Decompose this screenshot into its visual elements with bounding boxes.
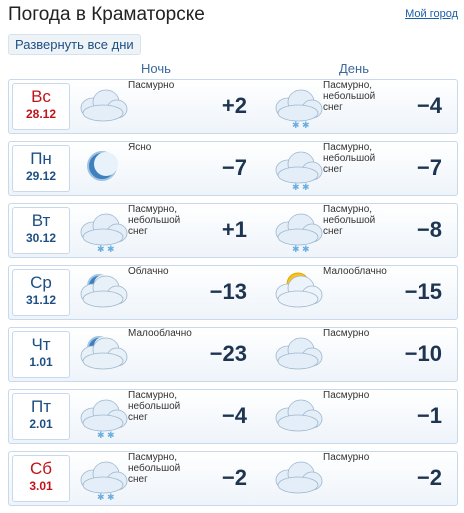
svg-text:✱: ✱ [107,431,115,440]
night-temperature: −7 [221,155,247,180]
day-of-week: Ср [30,273,52,292]
cloudy-snow-icon [268,206,326,254]
day-of-week: Вт [31,211,51,230]
widget-header [0,0,464,32]
night-description: Пасмурно, небольшой снег [128,204,181,237]
day-of-week: Пн [30,149,52,168]
my-city-link[interactable]: Мой город [405,8,458,20]
cloudy-snow-icon [73,454,131,502]
cloudy-icon [268,330,326,378]
night-temperature: +1 [221,217,247,242]
night-description: Пасмурно, небольшой снег [128,452,181,485]
svg-text:✱: ✱ [107,245,115,254]
svg-text:✱: ✱ [302,121,310,130]
night-description: Пасмурно, небольшой снег [128,390,181,423]
column-headers [0,61,464,79]
cloudy-icon [268,454,326,502]
date-box [12,455,70,502]
night-description: Облачно [128,266,169,277]
night-description: Пасмурно [128,80,175,91]
cloudy-snow-icon [268,144,326,192]
day-column-header: День [339,61,369,76]
day-temperature: −1 [416,403,442,428]
day-of-week: Сб [29,459,52,478]
date-label: 30.12 [25,231,57,245]
cloudy-icon [268,392,326,440]
date-label: 2.01 [29,417,53,431]
moon-cloudy-icon [73,330,131,378]
day-temperature: −4 [416,93,442,118]
day-description: Пасмурно [323,452,370,463]
day-temperature: −8 [416,217,442,242]
forecast-row[interactable] [8,327,458,382]
forecast-row[interactable] [8,203,458,258]
night-temperature: −4 [221,403,247,428]
day-description: Пасмурно [323,390,370,401]
night-temperature: −2 [221,465,247,490]
cloudy-snow-icon [73,206,131,254]
day-temperature: −15 [404,279,442,304]
svg-text:✱: ✱ [302,183,310,192]
page-title: Погода в Краматорске [8,4,205,25]
date-box [12,83,70,130]
day-temperature: −10 [404,341,442,366]
svg-text:✱: ✱ [292,245,300,254]
svg-text:✱: ✱ [97,431,105,440]
day-temperature: −7 [416,155,442,180]
forecast-row[interactable] [8,265,458,320]
moon-cloudy-icon [73,268,131,316]
date-box [12,331,70,378]
cloudy-snow-icon [73,392,131,440]
date-label: 29.12 [25,169,57,183]
date-box [12,207,70,254]
date-box [12,269,70,316]
svg-text:✱: ✱ [97,245,105,254]
date-box [12,145,70,192]
night-column-header: Ночь [141,61,171,76]
svg-text:✱: ✱ [292,183,300,192]
day-temperature: −2 [416,465,442,490]
cloudy-snow-icon [268,82,326,130]
svg-text:✱: ✱ [107,493,115,502]
svg-text:✱: ✱ [292,121,300,130]
date-label: 28.12 [25,107,57,121]
cloudy-icon [73,82,131,130]
forecast-list [8,79,458,513]
sun-cloud-icon [268,268,326,316]
night-description: Малооблачно [128,328,192,339]
date-label: 31.12 [25,293,57,307]
day-description: Пасмурно, небольшой снег [323,204,376,237]
day-of-week: Чт [31,335,51,354]
day-of-week: Вс [31,87,51,106]
forecast-row[interactable] [8,389,458,444]
moon-clear-icon [73,144,131,192]
forecast-row[interactable] [8,79,458,134]
night-description: Ясно [128,142,152,153]
day-of-week: Пт [30,397,51,416]
date-label: 3.01 [29,479,53,493]
date-label: 1.01 [29,355,53,369]
expand-all-days-button[interactable]: Развернуть все дни [8,34,141,55]
forecast-row[interactable] [8,141,458,196]
day-description: Пасмурно, небольшой снег [323,80,376,113]
day-description: Пасмурно, небольшой снег [323,142,376,175]
night-temperature: +2 [221,93,247,118]
svg-text:✱: ✱ [302,245,310,254]
day-description: Пасмурно [323,328,370,339]
night-temperature: −23 [209,341,247,366]
date-box [12,393,70,440]
night-temperature: −13 [209,279,247,304]
svg-text:✱: ✱ [97,493,105,502]
day-description: Малооблачно [323,266,387,277]
forecast-row[interactable] [8,451,458,506]
